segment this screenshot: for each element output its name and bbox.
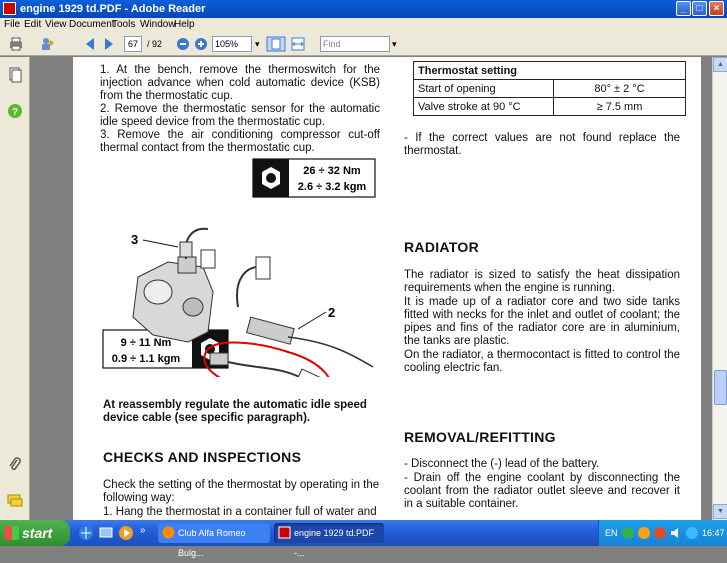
- comments-icon[interactable]: [7, 493, 23, 509]
- tray-volume-icon[interactable]: [669, 526, 683, 540]
- zoom-level-select[interactable]: 105%: [212, 36, 252, 52]
- step-1-text: 1. At the bench, remove the thermoswitch for the injection advance when cold automatic device (KSB) from the thermostatic cup.: [100, 64, 380, 102]
- title-bar: [0, 0, 727, 18]
- quicklaunch-desktop-icon[interactable]: [98, 525, 114, 541]
- attachments-icon[interactable]: [7, 457, 23, 473]
- menu-view[interactable]: View: [45, 19, 67, 30]
- pages-icon[interactable]: [7, 67, 23, 83]
- radiator-heading: RADIATOR: [404, 239, 479, 255]
- menu-file[interactable]: File: [4, 19, 21, 30]
- tray-network-icon[interactable]: [653, 526, 667, 540]
- zoom-dropdown-icon[interactable]: ▾: [255, 39, 260, 49]
- table-cell-value: 80° ± 2 °C: [554, 80, 686, 98]
- quicklaunch-browser-icon[interactable]: [78, 525, 94, 541]
- radiator-paragraph-2: It is made up of a radiator core and two side tanks fitted with necks for the inlet and outlet of coolant; the pipes and fins of the radiator core are in aluminium, the tanks are plastic.: [404, 296, 680, 347]
- previous-page-icon[interactable]: [82, 36, 98, 52]
- removal-heading: REMOVAL/REFITTING: [404, 429, 556, 445]
- torque-bottom-nm: 9 ÷ 11 Nm: [120, 337, 172, 349]
- torque-bottom-kgm: 0.9 ÷ 1.1 kgm: [111, 353, 181, 365]
- find-dropdown-icon[interactable]: ▾: [392, 39, 397, 49]
- thermostatic-cup-diagram: [98, 157, 383, 377]
- close-button[interactable]: ×: [709, 1, 724, 16]
- removal-paragraph-2: - Drain off the engine coolant by disconnecting the coolant from the radiator outlet sleeve and recover it in a suitable container.: [404, 472, 680, 510]
- step-2-text: 2. Remove the thermostatic sensor for the automatic idle speed device from the thermostatic cup.: [100, 103, 380, 128]
- table-row: [414, 80, 686, 98]
- find-input[interactable]: Find: [320, 36, 390, 52]
- page-count: / 92: [147, 39, 163, 49]
- reassembly-note: At reassembly regulate the automatic idle speed device cable (see specific paragraph).: [103, 399, 367, 424]
- callout-3: 3: [131, 232, 139, 247]
- menu-window[interactable]: Window: [140, 19, 176, 30]
- start-label: start: [22, 525, 53, 541]
- tray-messenger-icon[interactable]: [685, 526, 699, 540]
- radiator-paragraph-1: The radiator is sized to satisfy the heat dissipation requirements when the engine is running.: [404, 269, 680, 294]
- navigation-panel: [0, 57, 30, 520]
- browser-task-icon: [162, 526, 175, 539]
- checks-heading: CHECKS AND INSPECTIONS: [103, 449, 302, 465]
- menu-edit[interactable]: Edit: [24, 19, 42, 30]
- quicklaunch-media-icon[interactable]: [118, 525, 134, 541]
- checks-text: Check the setting of the thermostat by operating in the following way:: [103, 479, 380, 504]
- zoom-in-icon[interactable]: [193, 36, 209, 52]
- next-page-icon[interactable]: [101, 36, 117, 52]
- clock[interactable]: 16:47: [702, 528, 725, 538]
- print-icon[interactable]: [8, 36, 24, 52]
- table-cell-value: ≥ 7.5 mm: [554, 98, 686, 116]
- checks-step-1: 1. Hang the thermostat in a container full of water and: [103, 506, 377, 518]
- table-header: Thermostat setting: [414, 62, 686, 80]
- menu-help[interactable]: Help: [174, 19, 195, 30]
- window-title: engine 1929 td.PDF - Adobe Reader: [20, 3, 206, 15]
- menu-document[interactable]: Document: [69, 19, 115, 30]
- step-3-text: 3. Remove the air conditioning compressor cut-off thermal contact from the thermostatic cup.: [100, 129, 380, 154]
- radiator-paragraph-3: On the radiator, a thermocontact is fitted to control the cooling electric fan.: [404, 349, 680, 374]
- removal-paragraph-1: - Disconnect the (-) lead of the battery.: [404, 458, 600, 470]
- task-adobe-reader[interactable]: [274, 523, 384, 558]
- system-tray: [598, 520, 727, 546]
- tray-shield-icon[interactable]: [621, 526, 635, 540]
- torque-top-kgm: 2.6 ÷ 3.2 kgm: [297, 181, 367, 193]
- start-button[interactable]: [0, 520, 70, 546]
- thermostat-setting-table: [413, 61, 686, 116]
- replace-note: - If the correct values are not found replace the thermostat.: [404, 132, 680, 157]
- help-icon[interactable]: [7, 103, 23, 119]
- zoom-out-icon[interactable]: [175, 36, 191, 52]
- language-indicator[interactable]: EN: [605, 528, 618, 538]
- scroll-down-arrow[interactable]: ▼: [713, 504, 727, 519]
- toolbar: [0, 32, 727, 56]
- menu-bar: [0, 18, 727, 32]
- scroll-thumb[interactable]: [714, 370, 727, 405]
- quicklaunch-expand-icon[interactable]: »: [140, 525, 146, 536]
- svg-text:?: ?: [11, 107, 19, 118]
- fit-width-icon[interactable]: [290, 36, 306, 52]
- page-number-input[interactable]: 67: [124, 36, 142, 52]
- callout-2: 2: [328, 305, 336, 320]
- task-label: engine 1929 td.PDF -...: [294, 528, 375, 558]
- table-cell-label: Start of opening: [414, 80, 554, 98]
- pdf-task-icon: [278, 526, 291, 539]
- scroll-up-arrow[interactable]: ▲: [713, 57, 727, 72]
- table-cell-label: Valve stroke at 90 °C: [414, 98, 554, 116]
- fit-page-icon[interactable]: [266, 36, 286, 52]
- adobe-reader-icon: [3, 2, 16, 15]
- torque-top-nm: 26 ÷ 32 Nm: [303, 165, 361, 177]
- table-row: [414, 98, 686, 116]
- minimize-button[interactable]: _: [676, 1, 691, 16]
- taskbar: [0, 520, 727, 558]
- tray-antivirus-icon[interactable]: [637, 526, 651, 540]
- task-label: Club Alfa Romeo Bulg...: [178, 528, 246, 558]
- pdf-page: [73, 57, 701, 520]
- windows-flag-icon: [5, 526, 19, 540]
- menu-tools[interactable]: Tools: [112, 19, 136, 30]
- document-viewport[interactable]: [31, 57, 712, 520]
- maximize-button[interactable]: □: [692, 1, 707, 16]
- task-club-alfa-romeo[interactable]: [158, 523, 270, 558]
- vertical-scrollbar[interactable]: [712, 57, 727, 520]
- collaborate-icon[interactable]: [40, 36, 56, 52]
